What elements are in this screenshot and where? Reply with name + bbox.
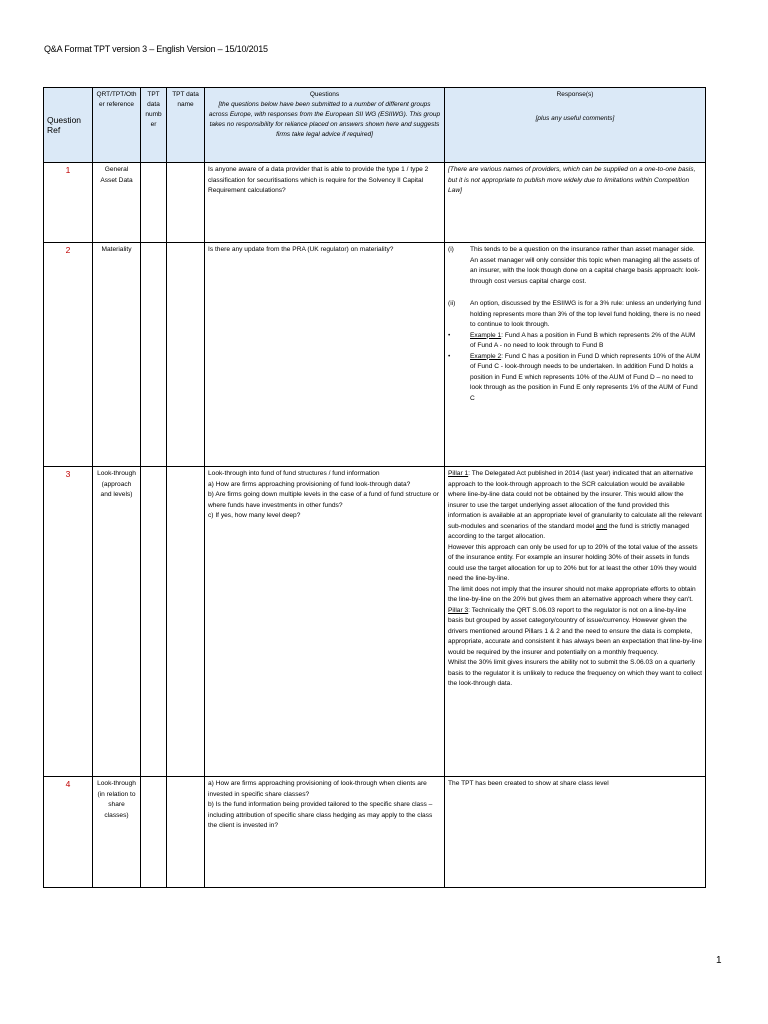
qa-table <box>43 87 706 888</box>
response-cell <box>445 467 706 777</box>
question-number: 1 <box>44 163 93 243</box>
questions-header-note: [the questions below have been submitted to a number of different groups across Europe, with responses from the European SII WG (ESIIWG). This group takes no responsibility for reliance placed on answers shown here and suggests firms take legal advice if required] <box>208 101 441 138</box>
table-header-row <box>44 88 706 163</box>
response-item <box>448 245 702 287</box>
reference-cell: Materiality <box>93 243 141 467</box>
response-text: and <box>596 522 608 530</box>
response-text: : The Delegated Act published in 2014 (last year) indicated that an alternative approach to the look-through approach to the SCR calculation would be available where line-by-line data could not be obtained by the insurer. This would allow the insurer to use the target underlying asset allocation of the fund provided this information is available at an appropriate level of granularity to calculate all the relevant sub-modules and scenarios of the standard model <box>448 470 703 530</box>
response-paragraph <box>448 606 702 659</box>
response-item <box>448 331 702 352</box>
response-paragraph: The limit does not imply that the insurer should not make appropriate efforts to obtain the line-by-line on the 20% but gives them an alternative approach where they can't. <box>448 585 696 603</box>
tpt-name-cell <box>167 777 205 888</box>
question-cell <box>205 467 445 777</box>
question-line: b) Is the fund information being provided tailored to the specific share class – including attribution of specific share class hedging as may apply to the class the client is invested in? <box>208 801 433 829</box>
table-row <box>44 163 706 243</box>
question-line: c) If yes, how many level deep? <box>208 512 301 519</box>
question-number: 4 <box>44 777 93 888</box>
tpt-number-cell <box>141 777 167 888</box>
qrt-reference-header: QRT/TPT/Other reference <box>93 88 141 163</box>
reference-cell: Look-through (approach and levels) <box>93 467 141 777</box>
reference-cell: General Asset Data <box>93 163 141 243</box>
response-cell <box>445 243 706 467</box>
response-item <box>448 352 702 405</box>
response-paragraph <box>448 469 702 543</box>
response-text: : Technically the QRT S.06.03 report to the regulator is not on a line-by-line basis but grouped by asset category/country of issue/currency. However given the drivers mentioned around Pillars 1 & 2 and the need to ensure the data is complete, appropriate, accurate and consistent it has always been an expectation that line-by-line would be required by the insurer and potentially on a monthly frequency. <box>448 606 703 656</box>
reference-cell: Look-through (in relation to share classes) <box>93 777 141 888</box>
tpt-name-cell <box>167 467 205 777</box>
responses-header <box>445 88 706 163</box>
tpt-number-cell <box>141 163 167 243</box>
page-number: 1 <box>716 955 722 966</box>
question-line: b) Are firms going down multiple levels in the case of a fund of fund structure or where funds have investments in other funds? <box>208 491 439 509</box>
response-text: the fund is strictly managed according to the target allocation. <box>448 522 690 540</box>
table-row <box>44 467 706 777</box>
bullet-marker: • <box>448 331 451 339</box>
question-cell <box>205 777 445 888</box>
responses-header-note: [plus any useful comments] <box>535 115 615 122</box>
tpt-name-cell <box>167 243 205 467</box>
response-paragraph: Whilst the 30% limit gives insurers the ability not to submit the S.06.03 on a quarterly basis to the regulator it is unlikely to reduce the frequency on which they want to collect the look-through data. <box>448 659 702 687</box>
tpt-name-cell <box>167 163 205 243</box>
table-row <box>44 777 706 888</box>
table-row <box>44 243 706 467</box>
example-label: Example 1 <box>470 331 502 339</box>
response-item <box>448 299 702 331</box>
question-line: Look-through into fund of fund structures / fund information <box>208 470 380 477</box>
response-text: This tends to be a question on the insurance rather than asset manager side. An asset manager will only consider this topic when managing all the assets of an insurer, with the look though done on a capital charge basis approach: look-through cost versus capital charge cost. <box>470 246 700 285</box>
pillar-label: Pillar 1 <box>448 470 469 477</box>
question-number: 3 <box>44 467 93 777</box>
item-marker: (ii) <box>448 300 456 307</box>
item-marker: (i) <box>448 246 454 253</box>
question-line: a) How are firms approaching provisioning of look-through when clients are invested in specific share classes? <box>208 780 427 798</box>
response-cell: [There are various names of providers, which can be supplied on a one-to-one basis, but it is not appropriate to publish more widely due to limitations within Competition Law] <box>445 163 706 243</box>
document-title: Q&A Format TPT version 3 – English Version – 15/10/2015 <box>44 44 268 54</box>
example-label: Example 2 <box>470 352 502 360</box>
tpt-data-name-header: TPT data name <box>167 88 205 163</box>
tpt-number-cell <box>141 467 167 777</box>
responses-header-title: Response(s) <box>556 91 594 98</box>
response-text: : Fund C has a position in Fund D which represents 10% of the AUM of Fund C - look-through needs to be undertaken. In addition Fund D holds a position in Fund E which represents 10% of the AUM of Fund D – no need to look through as the position in Fund E only represents 1% of the AUM of Fund C <box>470 352 701 402</box>
response-cell: The TPT has been created to show at share class level <box>445 777 706 888</box>
question-ref-header: Question Ref <box>44 88 93 163</box>
pillar-label: Pillar 3 <box>448 606 469 614</box>
question-line: a) How are firms approaching provisioning of fund look-through data? <box>208 480 411 488</box>
bullet-marker: • <box>448 352 451 360</box>
questions-header <box>205 88 445 163</box>
tpt-data-number-header: TPT data number <box>141 88 167 163</box>
tpt-number-cell <box>141 243 167 467</box>
response-text: : Fund A has a position in Fund B which represents 2% of the AUM of Fund A - no need to look through to Fund B <box>470 331 696 349</box>
response-text: An option, discussed by the ESIIWG is for a 3% rule: unless an underlying fund holding represents more than 3% of the top level fund holding, there is no need to continue to look through. <box>470 300 701 328</box>
response-paragraph: However this approach can only be used for up to 20% of the total value of the assets of the insurance entity. For example an insurer holding 30% of their assets in funds could use the target allocation for up to 20% but for at least the other 10% they would need the line-by-line. <box>448 543 698 582</box>
question-number: 2 <box>44 243 93 467</box>
questions-header-title: Questions <box>309 91 340 98</box>
question-cell: Is anyone aware of a data provider that is able to provide the type 1 / type 2 classification for securitisations which is require for the Solvency II Capital Requirement calculations? <box>205 163 445 243</box>
question-cell: Is there any update from the PRA (UK regulator) on materiality? <box>205 243 445 467</box>
